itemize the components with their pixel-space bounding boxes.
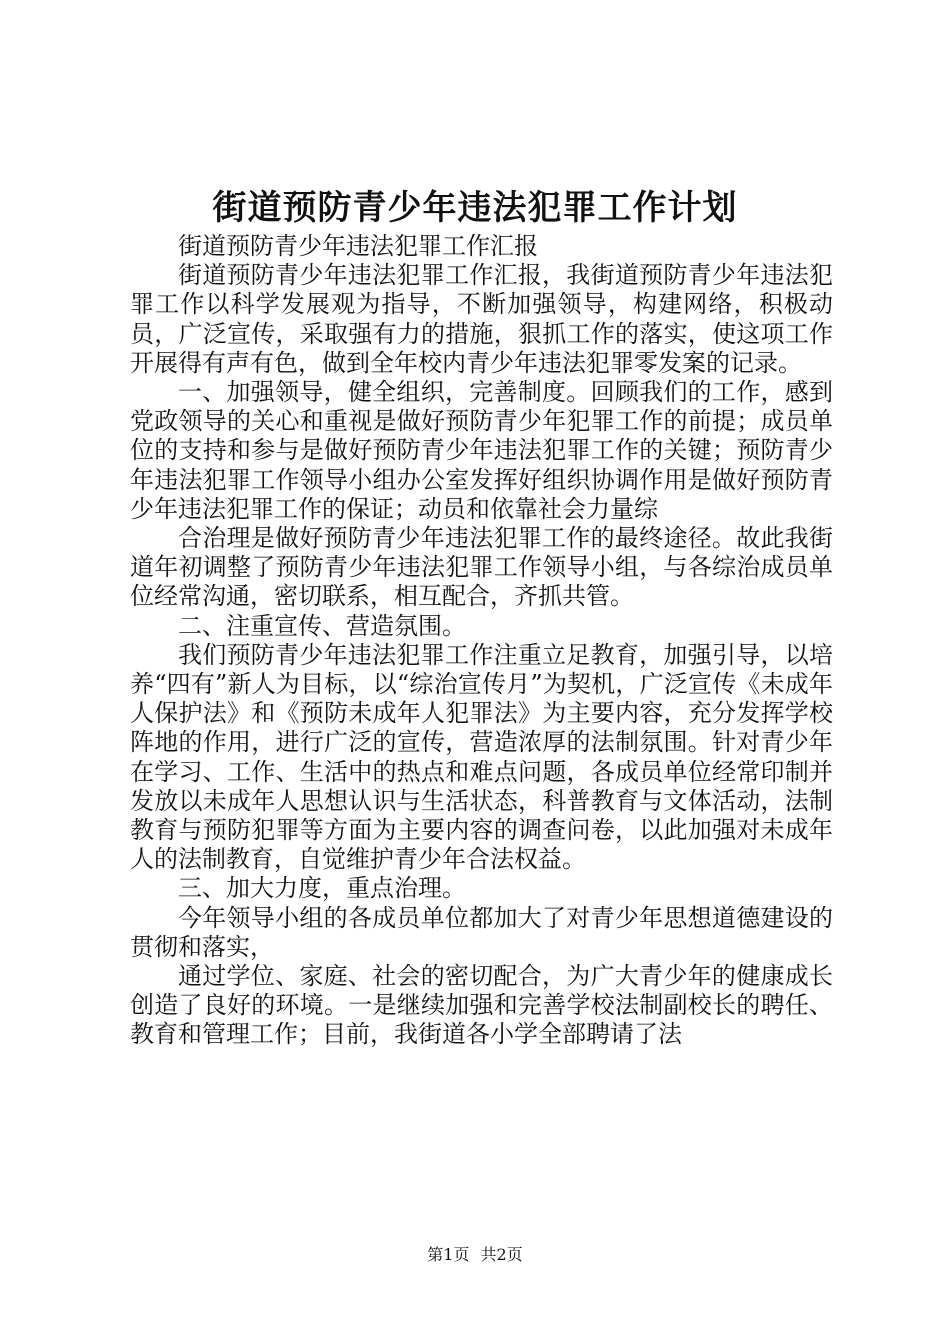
page-number: 第1页 (427, 1245, 470, 1264)
paragraph-section-3-continued: 通过学位、家庭、社会的密切配合，为广大青少年的健康成长创造了良好的环境。一是继续加强和完善学校法制副校长的聘任、教育和管理工作；目前，我街道各小学全部聘请了法 (130, 962, 833, 1049)
paragraph-section-1-continued: 合治理是做好预防青少年违法犯罪工作的最终途径。故此我街道年初调整了预防青少年违法犯罪工作领导小组，与各综治成员单位经常沟通，密切联系，相互配合，齐抓共管。 (130, 524, 833, 611)
page-footer (0, 1243, 950, 1267)
section-heading-2: 二、注重宣传、营造氛围。 (178, 611, 466, 640)
document-title: 街道预防青少年违法犯罪工作计划 (212, 188, 738, 228)
section-heading-3: 三、加大力度，重点治理。 (178, 874, 466, 903)
page-total: 共2页 (480, 1245, 523, 1264)
paragraph-section-2: 我们预防青少年违法犯罪工作注重立足教育，加强引导，以培养“四有”新人为目标，以“综治宣传月”为契机，广泛宣传《未成年人保护法》和《预防未成年人犯罪法》为主要内容，充分发挥学校阵地的作用，进行广泛的宣传，营造浓厚的法制氛围。针对青少年在学习、工作、生活中的热点和难点问题，各成员单位经常印制并发放以未成年人思想认识与生活状态，科普教育与文体活动，法制教育与预防犯罪等方面为主要内容的调查问卷，以此加强对未成年人的法制教育，自觉维护青少年合法权益。 (130, 640, 833, 874)
paragraph-section-1: 一、加强领导，健全组织，完善制度。回顾我们的工作，感到党政领导的关心和重视是做好预防青少年犯罪工作的前提；成员单位的支持和参与是做好预防青少年违法犯罪工作的关键；预防青少年违法犯罪工作领导小组办公室发挥好组织协调作用是做好预防青少年违法犯罪工作的保证；动员和依靠社会力量综 (130, 378, 833, 523)
paragraph-subtitle: 街道预防青少年违法犯罪工作汇报 (178, 232, 538, 260)
document-body (130, 232, 833, 1050)
paragraph-intro: 街道预防青少年违法犯罪工作汇报，我街道预防青少年违法犯罪工作以科学发展观为指导，不断加强领导，构建网络，积极动员，广泛宣传，采取强有力的措施，狠抓工作的落实，使这项工作开展得有声有色，做到全年校内青少年违法犯罪零发案的记录。 (130, 261, 833, 377)
paragraph-section-3: 今年领导小组的各成员单位都加大了对青少年思想道德建设的贯彻和落实， (130, 903, 833, 961)
